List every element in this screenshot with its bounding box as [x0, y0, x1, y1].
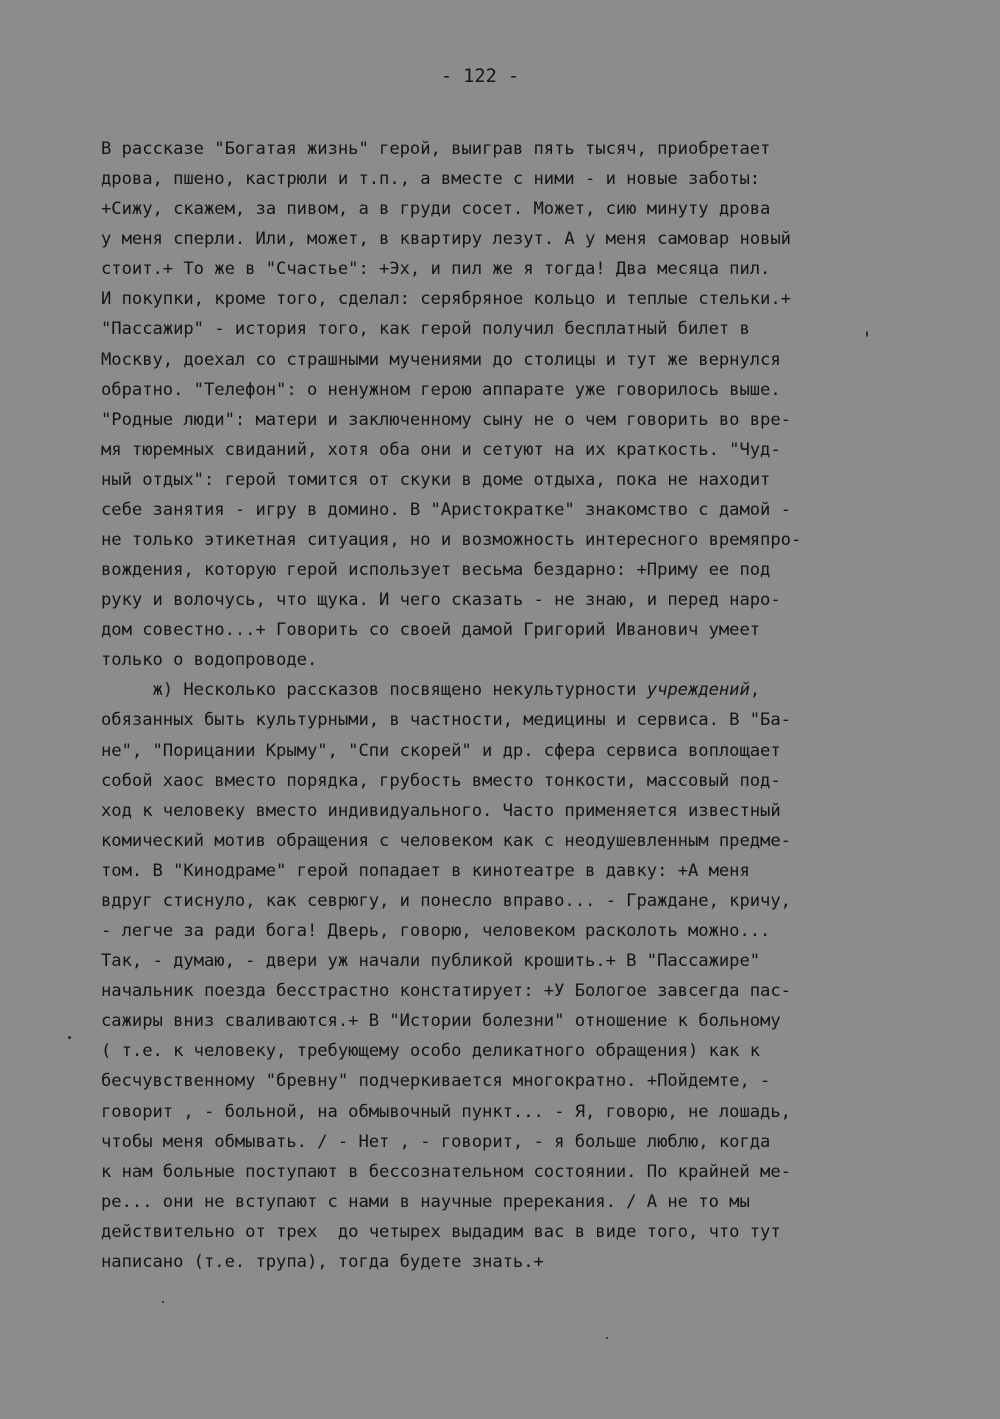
- text-line: чтобы меня обмывать. / - Нет , - говорит, - я больше люблю, когда: [101, 1131, 771, 1152]
- text-line: дом совестно...+ Говорить со своей дамой Григорий Иванович умеет: [101, 620, 761, 641]
- text-line: Так, - думаю, - двери уж начали публикой крошить.+ В "Пассажире": [101, 951, 761, 972]
- text-line: у меня сперли. Или, может, в квартиру лезут. А у меня самовар новый: [101, 229, 791, 250]
- text-line: начальник поезда бесстрастно констатирует: +У Бологое завсегда пас-: [101, 981, 791, 1002]
- text-line: ход к человеку вместо индивидуального. Часто применяется известный: [101, 800, 781, 821]
- paragraph-start-line: [101, 675, 981, 705]
- text-line: дрова, пшено, кастрюли и т.п., а вместе с ними - и новые заботы:: [101, 169, 761, 190]
- text-line: написано (т.е. трупа), тогда будете знать.+: [101, 1251, 544, 1272]
- text-line: бесчувственному "бревну" подчеркивается многократно. +Пойдемте, -: [101, 1071, 771, 1092]
- text-line: сажиры вниз сваливаются.+ В "Истории болезни" отношение к больному: [101, 1011, 781, 1032]
- text-line: комический мотив обращения с человеком как с неодушевленным предме-: [101, 830, 791, 851]
- text-line: Москву, доехал со страшными мучениями до столицы и тут же вернулся: [101, 349, 781, 370]
- scan-speck: [68, 1036, 71, 1039]
- text-line: +Сижу, скажем, за пивом, а в груди сосет. Может, сию минуту дрова: [101, 199, 771, 220]
- text-line: ный отдых": герой томится от скуки в доме отдыха, пока не находит: [101, 469, 771, 490]
- text-line: стоит.+ То же в "Счастье": +Эх, и пил же я тогда! Два месяца пил.: [101, 259, 771, 280]
- page-number: - 122 -: [441, 66, 519, 87]
- text-line: вдруг стиснуло, как севрюгу, и понесло вправо... - Граждане, кричу,: [101, 890, 791, 911]
- text-line: себе занятия - игру в домино. В "Аристократке" знакомство с дамой -: [101, 499, 791, 520]
- text-line: "Родные люди": матери и заключенному сыну не о чем говорить во вре-: [101, 409, 791, 430]
- body-text: [101, 134, 981, 1277]
- text-line: говорит , - больной, на обмывочный пункт... - Я, говорю, не лошадь,: [101, 1101, 791, 1122]
- text-line: ( т.е. к человеку, требующему особо деликатного обращения) как к: [101, 1041, 761, 1062]
- text-line: только о водопроводе.: [101, 650, 318, 671]
- text-line: И покупки, кроме того, сделал: серябряное кольцо и теплые стельки.+: [101, 289, 791, 310]
- text-line: - легче за ради бога! Дверь, говорю, человеком расколоть можно...: [101, 921, 771, 942]
- text-line: мя тюремных свиданий, хотя оба они и сетуют на их краткость. "Чуд-: [101, 439, 781, 460]
- text-line: к нам больные поступают в бессознательном состоянии. По крайней ме-: [101, 1161, 791, 1182]
- text-line: вождения, которую герой использует весьма бездарно: +Приму ее под: [101, 560, 771, 581]
- text-line: "Пассажир" - история того, как герой получил бесплатный билет в: [101, 319, 750, 340]
- text-line: обратно. "Телефон": о ненужном герою аппарате уже говорилось выше.: [101, 379, 781, 400]
- text-line: обязанных быть культурными, в частности, медицины и сервиса. В "Ба-: [101, 710, 791, 731]
- text-line: В рассказе "Богатая жизнь" герой, выиграв пять тысяч, приобретает: [101, 139, 771, 159]
- text-line: действительно от трех до четырех выдадим вас в виде того, что тут: [101, 1221, 781, 1242]
- italic-word: учреждений: [646, 680, 750, 701]
- text-line: собой хаос вместо порядка, грубость вместо тонкости, массовый под-: [101, 770, 781, 791]
- scan-speck: [866, 331, 868, 337]
- text-line: том. В "Кинодраме" герой попадает в кинотеатре в давку: +А меня: [101, 860, 750, 881]
- text-line: руку и волочусь, что щука. И чего сказать - не знаю, и перед наро-: [101, 590, 781, 611]
- text-line: ре... они не вступают с нами в научные пререкания. / А не то мы: [101, 1191, 750, 1212]
- text-segment: ж) Несколько рассказов посвящено некультурности: [101, 680, 647, 701]
- text-segment: ,: [749, 680, 761, 701]
- text-line: не только этикетная ситуация, но и возможность интересного времяпро-: [101, 530, 802, 551]
- scan-speck: [606, 1337, 608, 1339]
- text-line: не", "Порицании Крыму", "Спи скорей" и др. сфера сервиса воплощает: [101, 740, 781, 761]
- scan-speck: [162, 1301, 164, 1303]
